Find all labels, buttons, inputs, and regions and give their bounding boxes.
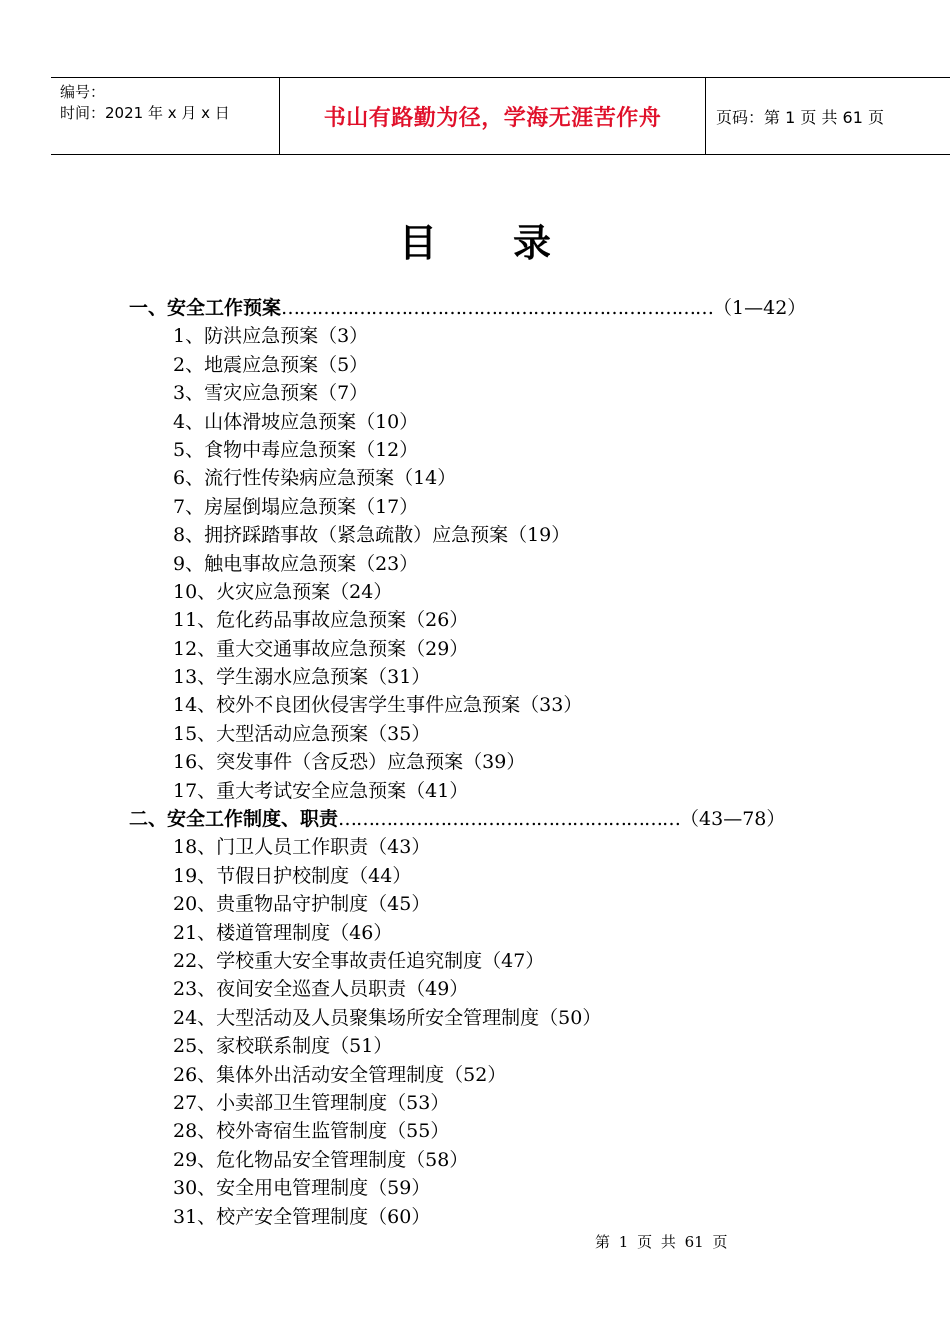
header-meta [51,78,280,154]
section-page-range: （1—42） [713,297,807,319]
section-page-range: （43—78） [680,808,786,831]
toc-entry[interactable]: 11、危化药品事故应急预案（26） [173,609,469,632]
toc-entry[interactable]: 3、雪灾应急预案（7） [173,382,369,405]
toc-entry[interactable]: 16、突发事件（含反恐）应急预案（39） [173,751,526,774]
toc-entry[interactable]: 18、门卫人员工作职责（43） [173,836,431,859]
toc-entry[interactable]: 19、节假日护校制度（44） [173,864,412,887]
toc-entry[interactable]: 4、山体滑坡应急预案（10） [173,410,419,433]
toc-entry[interactable]: 22、学校重大安全事故责任追究制度（47） [173,949,545,972]
toc-entry[interactable]: 15、大型活动应急预案（35） [173,722,431,745]
toc-entry[interactable]: 23、夜间安全巡查人员职责（49） [173,978,469,1001]
toc-entry[interactable]: 20、贵重物品守护制度（45） [173,893,431,916]
page-footer: 第 1 页 共 61 页 [595,1233,728,1251]
page-header [51,77,950,155]
toc-entry[interactable]: 31、校产安全管理制度（60） [173,1205,431,1228]
toc-title-char-1: 目 [398,221,437,265]
toc-entry[interactable]: 25、家校联系制度（51） [173,1035,393,1058]
toc-entry[interactable]: 9、触电事故应急预案（23） [173,552,419,575]
toc-section-heading[interactable] [0,294,950,322]
toc-title-char-2: 录 [513,221,552,265]
toc-entry[interactable]: 29、危化物品安全管理制度（58） [173,1148,469,1171]
toc-entry[interactable]: 1、防洪应急预案（3） [173,325,369,348]
toc-entry[interactable]: 21、楼道管理制度（46） [173,921,393,944]
toc-entry[interactable]: 30、安全用电管理制度（59） [173,1177,431,1200]
toc-entry[interactable]: 26、集体外出活动安全管理制度（52） [173,1063,507,1086]
toc-entry[interactable]: 6、流行性传染病应急预案（14） [173,467,457,490]
toc-entry[interactable]: 27、小卖部卫生管理制度（53） [173,1091,450,1114]
doc-number-label: 编号： [60,83,106,101]
toc-entry[interactable]: 24、大型活动及人员聚集场所安全管理制度（50） [173,1006,602,1029]
section-leader-dots: ……………………………………………………………… [281,297,714,319]
doc-time-label: 时间：2021 年 x 月 x 日 [60,104,230,122]
toc-entry[interactable]: 17、重大考试安全应急预案（41） [173,779,469,802]
section-title: 一、安全工作预案 [129,297,282,319]
toc-title [0,212,950,267]
toc-entry[interactable]: 14、校外不良团伙侵害学生事件应急预案（33） [173,694,583,717]
toc-entry[interactable]: 8、拥挤踩踏事故（紧急疏散）应急预案（19） [173,524,571,547]
section-leader-dots: ………………………………………………… [338,808,681,831]
toc-entry[interactable]: 2、地震应急预案（5） [173,353,369,376]
section-title: 二、安全工作制度、职责 [129,808,339,831]
table-of-contents [0,294,950,1231]
toc-entry[interactable]: 5、食物中毒应急预案（12） [173,438,419,461]
toc-section-heading[interactable] [0,805,950,833]
toc-entry[interactable]: 7、房屋倒塌应急预案（17） [173,495,419,518]
toc-entry[interactable]: 28、校外寄宿生监管制度（55） [173,1120,450,1143]
toc-entry[interactable]: 12、重大交通事故应急预案（29） [173,637,469,660]
toc-entry[interactable]: 10、火灾应急预案（24） [173,580,393,603]
header-page-info: 页码：第 1 页 共 61 页 [716,107,884,127]
toc-entry[interactable]: 13、学生溺水应急预案（31） [173,666,431,689]
header-motto: 书山有路勤为径，学海无涯苦作舟 [280,78,706,154]
